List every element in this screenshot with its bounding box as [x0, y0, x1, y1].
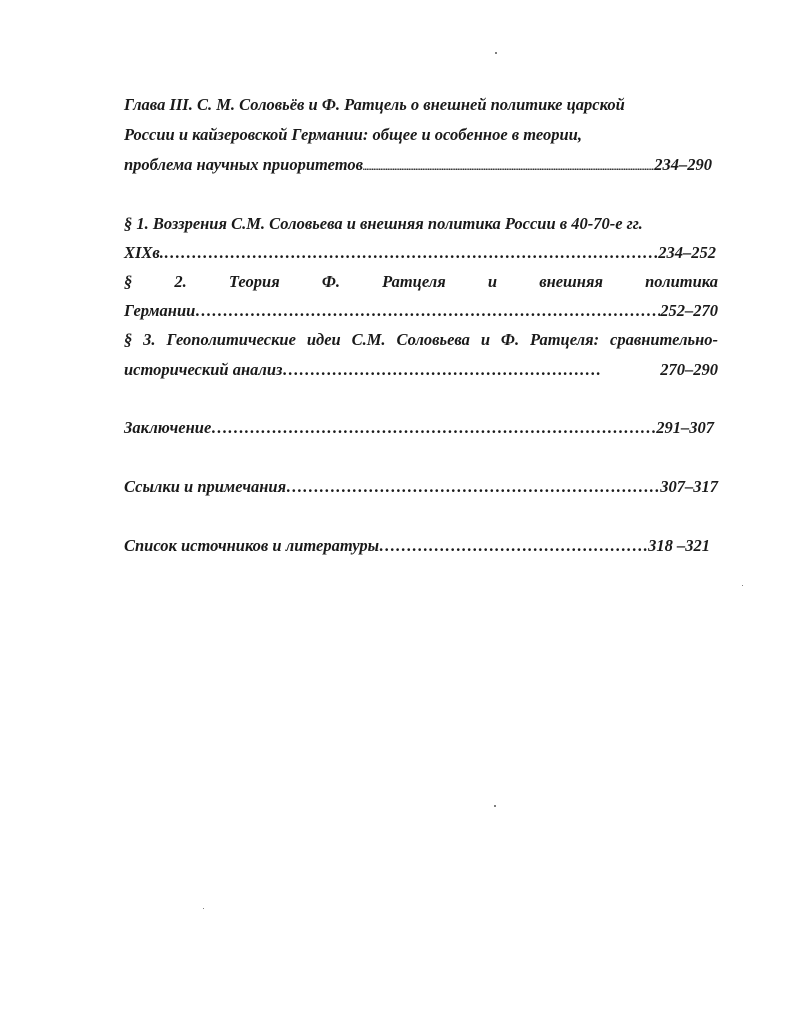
- dot-leader: [363, 157, 654, 177]
- toc-entry-section-3[interactable]: [124, 360, 718, 380]
- toc-entry-chapter-3[interactable]: [124, 155, 712, 177]
- toc-entry-notes[interactable]: [124, 477, 718, 497]
- toc-entry-section-1[interactable]: [124, 243, 716, 263]
- toc-entry-title: Заключение: [124, 418, 212, 437]
- toc-entry-pages: 270–290: [660, 360, 718, 379]
- dot-leader: [211, 418, 656, 438]
- dot-leader: [195, 301, 660, 321]
- toc-entry-pages: 252–270: [660, 301, 718, 320]
- toc-entry-pages: 318 –321: [648, 536, 710, 555]
- section-1-title-line-1: § 1. Воззрения С.М. Соловьева и внешняя политика России в 40-70-е гг.: [124, 214, 643, 233]
- toc-entry-section-2[interactable]: [124, 301, 718, 321]
- toc-entry-title: Ссылки и примечания: [124, 477, 287, 496]
- section-2-title-line-1: § 2. Теория Ф. Ратцеля и внешняя политика: [124, 272, 718, 291]
- dot-leader: [286, 477, 660, 497]
- scan-speck: [494, 805, 496, 807]
- toc-entry-title: проблема научных приоритетов: [124, 155, 363, 174]
- dot-leader: [164, 243, 658, 263]
- toc-entry-title: Список источников и литературы: [124, 536, 380, 555]
- scan-speck: [742, 585, 743, 586]
- scan-speck: [203, 908, 204, 909]
- toc-entry-bibliography[interactable]: [124, 536, 710, 556]
- toc-entry-title: Германии: [124, 301, 196, 320]
- scan-speck: [495, 52, 497, 54]
- toc-entry-pages: 234–290: [654, 155, 712, 174]
- dot-leader: [379, 536, 648, 556]
- toc-entry-pages: 291–307: [656, 418, 714, 437]
- chapter-3-title-line-2: России и кайзеровской Германии: общее и особенное в теории,: [124, 125, 582, 144]
- section-3-title-line-1: § 3. Геополитические идеи С.М. Соловьева и Ф. Ратцеля: сравнительно-: [124, 330, 718, 349]
- toc-entry-title: XIXв.: [124, 243, 164, 262]
- chapter-3-title-line-1: Глава III. С. М. Соловьёв и Ф. Ратцель о внешней политике царской: [124, 95, 625, 114]
- toc-entry-pages: 234–252: [658, 243, 716, 262]
- toc-entry-title: исторический анализ: [124, 360, 283, 379]
- toc-entry-conclusion[interactable]: [124, 418, 714, 438]
- dot-leader: [282, 360, 602, 380]
- toc-entry-pages: 307–317: [660, 477, 718, 496]
